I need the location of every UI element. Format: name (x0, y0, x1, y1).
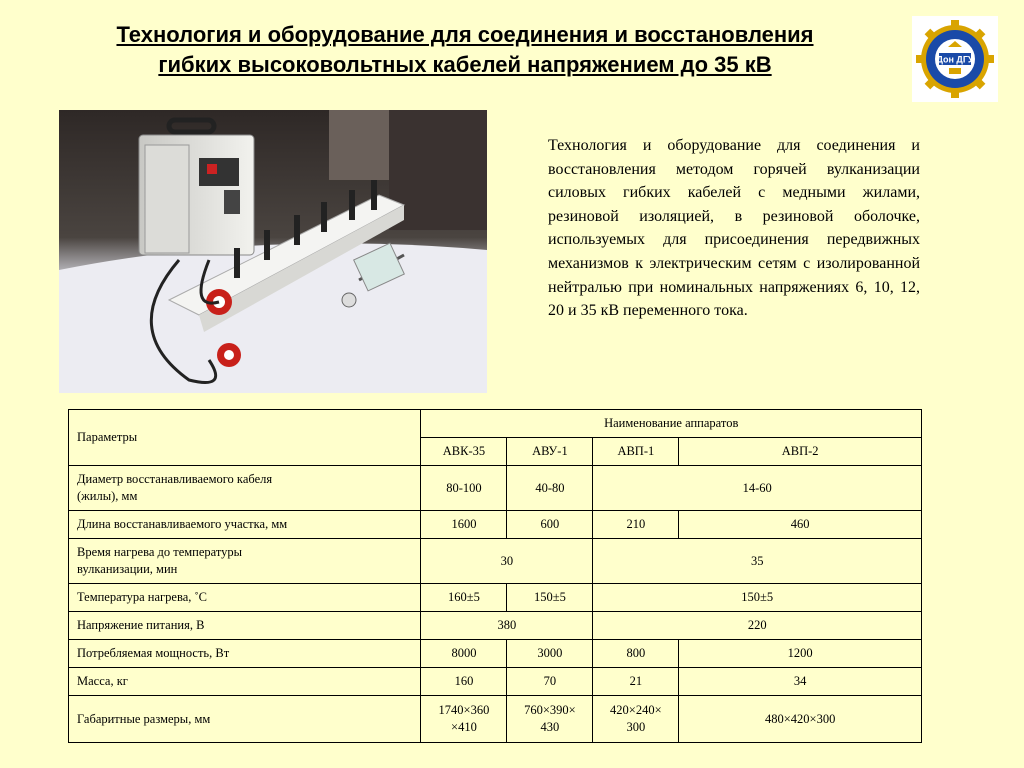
description-text: Технология и оборудование для соединения и восстановления методом горячей вулканизации силовых гибких кабелей с медными жилами, резиновой изоляцией, в резиновой оболочке, используемых для присоединения передвижных механизмов к электрическим сетям с изолированной нейтралью при номинальных напряжениях 6, 10, 12, 20 и 35 кВ переменного тока. (548, 137, 920, 320)
cell: 30 (421, 539, 593, 584)
cell (593, 696, 679, 743)
cell (507, 696, 593, 743)
cell: 35 (593, 539, 922, 584)
apparatus-header: Наименование аппаратов (421, 410, 922, 438)
cell: 70 (507, 668, 593, 696)
gear-emblem-icon (915, 19, 995, 99)
row-label-line: (жилы), мм (77, 489, 138, 503)
cell: 3000 (507, 640, 593, 668)
table-row (69, 696, 922, 743)
cell: 1200 (679, 640, 922, 668)
logo-text: Дон ДГУ (936, 54, 974, 65)
parameters-table (68, 409, 922, 743)
cell-line: 1740×360 (438, 703, 490, 717)
row-label: Габаритные размеры, мм (69, 696, 421, 743)
cell: 480×420×300 (679, 696, 922, 743)
cell: 460 (679, 511, 922, 539)
row-label-line: вулканизации, мин (77, 562, 178, 576)
cell: 160±5 (421, 584, 507, 612)
cell: 220 (593, 612, 922, 640)
table-row (69, 584, 922, 612)
row-label: Масса, кг (69, 668, 421, 696)
cell: 8000 (421, 640, 507, 668)
row-label: Температура нагрева, ˚С (69, 584, 421, 612)
cell: 800 (593, 640, 679, 668)
table-row (69, 539, 922, 584)
model-avp2: АВП-2 (679, 438, 922, 466)
cell: 21 (593, 668, 679, 696)
table-row (69, 612, 922, 640)
model-avu1: АВУ-1 (507, 438, 593, 466)
cell-line: 420×240× (610, 703, 662, 717)
cell: 40-80 (507, 466, 593, 511)
cell: 1600 (421, 511, 507, 539)
table-header-row (69, 410, 922, 438)
parameters-header: Параметры (69, 410, 421, 466)
row-label-line: Диаметр восстанавливаемого кабеля (77, 472, 273, 486)
page-title (40, 20, 890, 80)
cell: 80-100 (421, 466, 507, 511)
model-avk35: АВК-35 (421, 438, 507, 466)
cell: 380 (421, 612, 593, 640)
cell-line: 430 (540, 720, 560, 734)
row-label: Длина восстанавливаемого участка, мм (69, 511, 421, 539)
row-label (69, 539, 421, 584)
cell: 210 (593, 511, 679, 539)
cell-line: 300 (626, 720, 646, 734)
cell-line: ×410 (451, 720, 477, 734)
cell: 14-60 (593, 466, 922, 511)
cell: 34 (679, 668, 922, 696)
row-label: Напряжение питания, В (69, 612, 421, 640)
table-row (69, 466, 922, 511)
row-label-line: Время нагрева до температуры (77, 545, 243, 559)
table-row (69, 640, 922, 668)
cell (421, 696, 507, 743)
title-line-1: Технология и оборудование для соединения и восстановления (116, 22, 814, 47)
cell: 150±5 (507, 584, 593, 612)
cell-line: 760×390× (524, 703, 576, 717)
table-row (69, 511, 922, 539)
row-label (69, 466, 421, 511)
title-line-2: гибких высоковольтных кабелей напряжением до 35 кВ (158, 52, 772, 77)
cell: 600 (507, 511, 593, 539)
equipment-photo (59, 110, 487, 393)
model-avp1: АВП-1 (593, 438, 679, 466)
cell: 160 (421, 668, 507, 696)
cell: 150±5 (593, 584, 922, 612)
table-row (69, 668, 922, 696)
university-logo (912, 16, 998, 102)
row-label: Потребляемая мощность, Вт (69, 640, 421, 668)
